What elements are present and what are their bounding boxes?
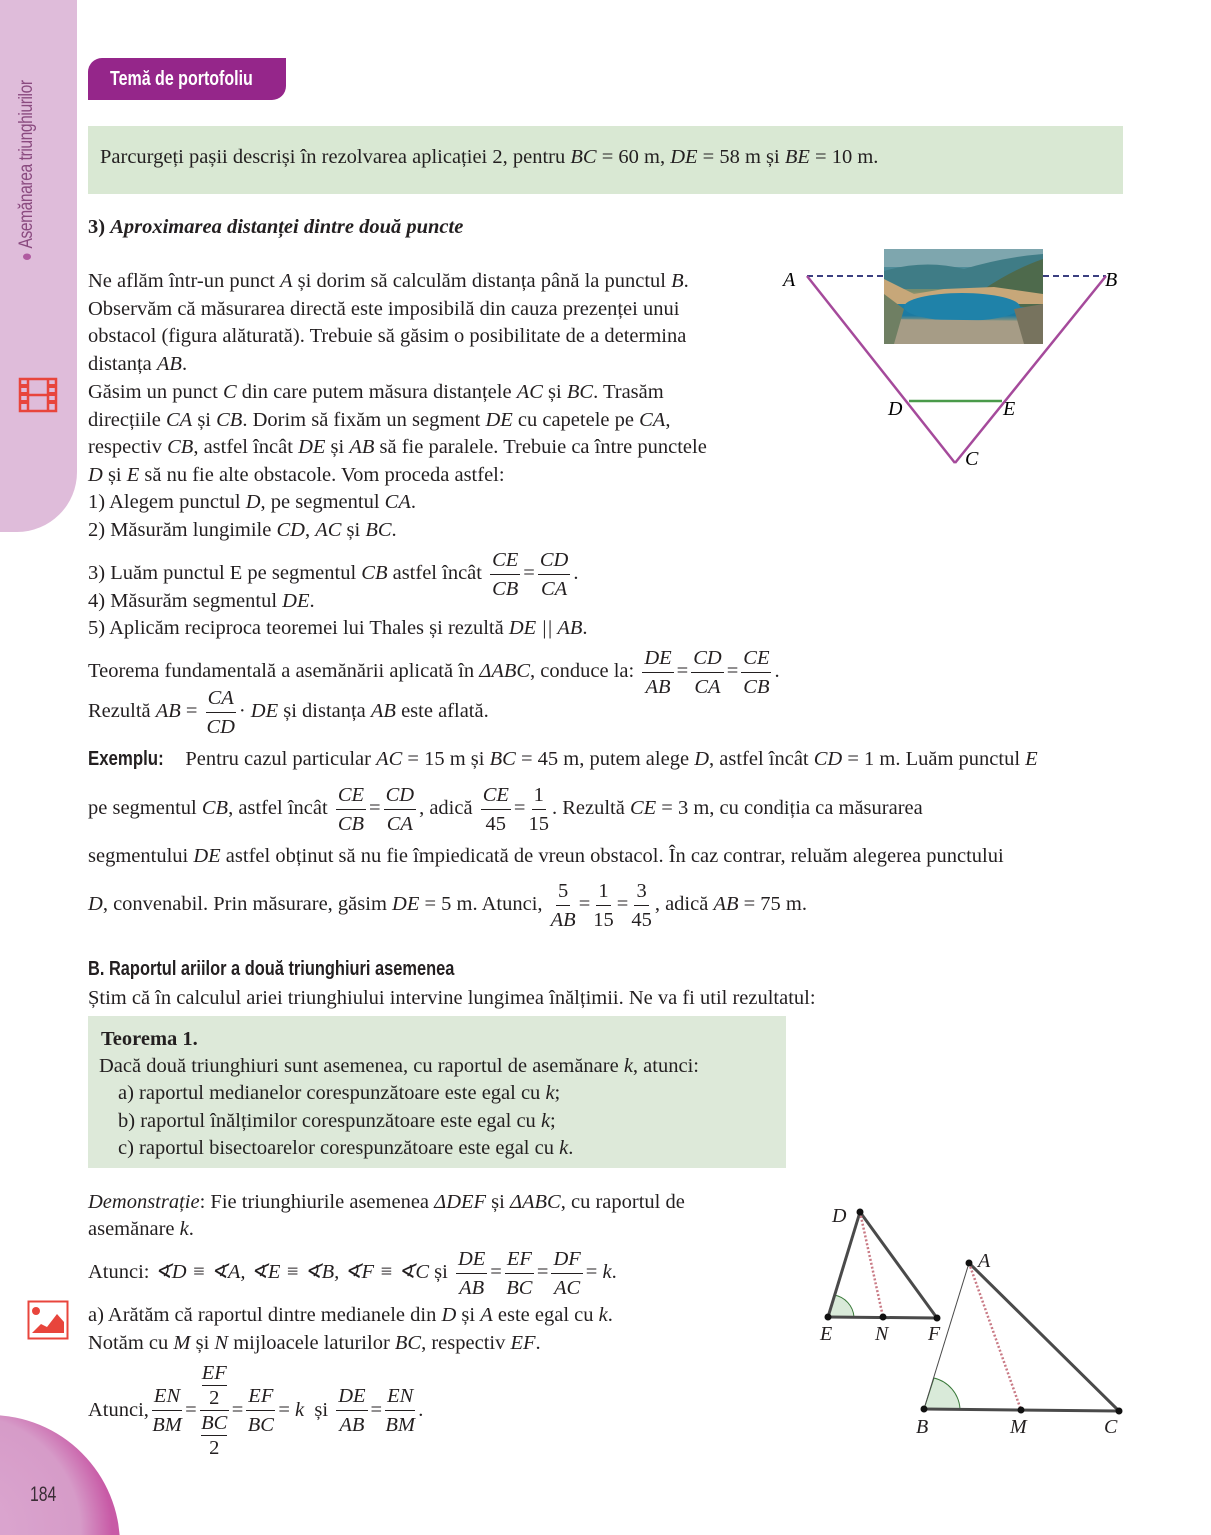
math: BE — [784, 146, 810, 168]
label-a: A — [783, 269, 796, 291]
math: ΔDEF — [434, 1191, 487, 1213]
point-e — [825, 1314, 832, 1321]
chapter-title-text: Asemănarea triunghiurilor — [16, 80, 37, 249]
text: , cu raportul de — [560, 1191, 685, 1213]
text: . — [188, 1218, 194, 1240]
proof-line-5 — [88, 1330, 541, 1357]
text: din care putem măsura distanțele — [236, 381, 517, 403]
text: Ne aflăm într-un punct — [88, 270, 280, 292]
math: D — [88, 464, 103, 486]
math: ΔABC — [479, 660, 531, 682]
math: BC — [394, 1332, 422, 1354]
denominator: BC — [247, 1413, 274, 1436]
math: AC — [516, 381, 543, 403]
text: , pe segmentul — [260, 491, 385, 513]
text: c) raportul bisectoarelor corespunzătoare este egal cu — [118, 1137, 560, 1159]
fundamental-theorem-line: Teorema fundamentală a asemănării aplicată în ΔABC, conduce la: $\frac{DE}{AB}$ = $\frac{CD}{CA}$ = $\frac{CE}{CB}$ . — [88, 643, 780, 701]
fraction — [593, 877, 614, 934]
numerator: 5 — [556, 877, 570, 906]
section-title: Aproximarea distanței dintre două puncte — [110, 216, 464, 238]
denominator: AB — [339, 1413, 365, 1436]
example-line-3 — [88, 843, 1004, 870]
numerator: EN — [385, 1382, 415, 1411]
denominator: 45 — [485, 812, 507, 835]
math: DE — [670, 146, 698, 168]
math: DE — [392, 893, 420, 915]
text: . — [309, 590, 315, 612]
math: ΔABC — [509, 1191, 561, 1213]
math: BC — [365, 519, 392, 541]
denominator: CA — [386, 812, 413, 835]
paragraph-line — [88, 379, 664, 406]
point-n — [880, 1314, 887, 1321]
text: Atunci: — [88, 1261, 155, 1283]
text: Teorema fundamentală a asemănării aplicată în — [88, 660, 480, 682]
segment-bc — [955, 276, 1106, 463]
text: Găsim un punct — [88, 381, 223, 403]
paragraph-line — [88, 351, 187, 378]
math: BC — [570, 146, 597, 168]
numerator: EF — [505, 1245, 534, 1274]
text: , conduce la: — [530, 660, 640, 682]
text: . Dorim să fixăm un segment — [242, 409, 486, 431]
text: . — [391, 519, 397, 541]
label-e: E — [1003, 398, 1016, 420]
numerator: CD — [384, 781, 416, 810]
text: = — [278, 1399, 296, 1421]
text: b) raportul înălțimilor corespunzătoare este egal cu — [118, 1110, 541, 1132]
numerator: CA — [206, 684, 236, 713]
math: DE — [485, 409, 513, 431]
text: și — [542, 381, 567, 403]
nested-numerator — [200, 1361, 229, 1411]
theorem-item-b — [118, 1108, 556, 1135]
text: distanța — [88, 353, 157, 375]
math: k — [602, 1261, 612, 1283]
text — [278, 1382, 333, 1438]
math: D — [88, 893, 103, 915]
text: Dacă două triunghiuri sunt asemenea, cu raportul de asemănare — [99, 1055, 624, 1077]
fraction — [551, 1245, 582, 1302]
text: = 58 m și — [697, 146, 785, 168]
text: , astfel încât — [228, 797, 333, 819]
label-c: C — [965, 448, 979, 470]
fraction — [246, 1382, 275, 1439]
text: = 60 m, — [596, 146, 671, 168]
numerator: CE — [336, 781, 366, 810]
label-d: D — [832, 1205, 847, 1227]
proof-line-6: Atunci, $\frac{EN}{BM}$ = $\frac{\frac{EF}{2}}{\frac{BC}{2}}$ = $\frac{EF}{BC}$ = k și $\frac{DE}{AB}$ = $\frac{EN}{BM}$ . — [88, 1361, 424, 1459]
text: . Trasăm — [593, 381, 664, 403]
text: = 3 m, cu condiția ca măsurarea — [656, 797, 923, 819]
film-icon[interactable] — [18, 375, 58, 415]
text: și — [341, 519, 366, 541]
text: Atunci, — [88, 1399, 149, 1421]
proof-line-4 — [88, 1302, 613, 1329]
numerator: EN — [152, 1382, 182, 1411]
math: AB — [156, 353, 182, 375]
text: . — [683, 270, 689, 292]
denominator: CD — [206, 715, 235, 738]
median-am — [969, 1263, 1021, 1410]
math: DE — [282, 590, 310, 612]
fraction — [741, 644, 771, 701]
math: DE || AB — [508, 617, 583, 639]
chapter-sidebar — [0, 0, 77, 532]
fraction — [691, 644, 723, 701]
text: cu capetele pe — [512, 409, 640, 431]
text: . — [611, 1261, 617, 1283]
text: și — [456, 1304, 481, 1326]
numerator: 3 — [634, 877, 648, 906]
fraction — [206, 684, 236, 741]
text: , — [665, 409, 671, 431]
point-f — [934, 1315, 941, 1322]
text: a) Arătăm că raportul dintre medianele din — [88, 1304, 442, 1326]
proof-line-3: Atunci: ∢D ≡ ∢A, ∢E ≡ ∢B, ∢F ≡ ∢C și $\frac{DE}{AB}$ = $\frac{EF}{BC}$ = $\frac{DF}{AC}$ = k. — [88, 1244, 617, 1302]
math: CB — [201, 797, 229, 819]
text: = 1 m. Luăm punctul — [842, 748, 1026, 770]
label-b: B — [1105, 269, 1118, 291]
portfolio-badge-label: Temă de portofoliu — [110, 67, 253, 90]
example-line-1 — [88, 745, 1038, 773]
numerator: EF — [201, 1361, 227, 1384]
math: CA — [384, 491, 411, 513]
math: AC — [376, 748, 403, 770]
text: obstacol (figura alăturată). Trebuie să găsim o posibilitate de a determina — [88, 325, 687, 347]
denominator: AB — [550, 908, 576, 931]
point-a — [966, 1260, 973, 1267]
math: CD — [276, 519, 305, 541]
denominator: BM — [152, 1413, 182, 1436]
fraction — [152, 1382, 182, 1439]
label-a: A — [978, 1250, 991, 1272]
text: , adică — [419, 797, 478, 819]
section-b-title: B. Raportul ariilor a două triunghiuri asemenea — [88, 958, 455, 980]
denominator: 2 — [209, 1436, 220, 1459]
text: și — [304, 1399, 334, 1421]
theorem-item-a — [118, 1080, 560, 1107]
math: DE — [298, 436, 326, 458]
denominator: CB — [337, 812, 365, 835]
fraction — [336, 1382, 367, 1439]
denominator: 15 — [528, 812, 549, 835]
portfolio-badge — [88, 58, 286, 100]
bullet-dot — [23, 253, 31, 260]
paragraph-line — [88, 517, 397, 544]
denominator: 45 — [631, 908, 652, 931]
text: , astfel încât — [193, 436, 299, 458]
text: și dorim să calculăm distanța până la punctul — [292, 270, 672, 292]
fraction — [642, 644, 673, 701]
text: 5) Aplicăm reciproca teoremei lui Thales și rezultă — [88, 617, 509, 639]
proof-line-1 — [88, 1189, 685, 1216]
proof-label: Demonstrație — [88, 1191, 200, 1213]
math: D — [694, 748, 709, 770]
text: 4) Măsurăm segmentul — [88, 590, 283, 612]
math: D — [245, 491, 261, 513]
text: Observăm că măsurarea directă este imposibilă din cauza prezenței unui — [88, 298, 680, 320]
text: : Fie triunghiurile asemenea — [199, 1191, 435, 1213]
paragraph-line — [88, 407, 670, 434]
math: k — [623, 1055, 633, 1077]
math: AB — [155, 700, 181, 722]
text: , respectiv — [421, 1332, 511, 1354]
text: 3) Luăm punctul E pe segmentul — [88, 562, 362, 584]
math: AB — [349, 436, 375, 458]
text: Rezultă — [88, 700, 156, 722]
math: CB — [361, 562, 388, 584]
text: Notăm cu — [88, 1332, 174, 1354]
image-icon[interactable] — [27, 1300, 69, 1340]
text: , convenabil. Prin măsurare, găsim — [102, 893, 393, 915]
numerator: DE — [642, 644, 673, 673]
angle-b-arc — [924, 1378, 960, 1409]
text: . — [568, 1137, 574, 1159]
similar-triangles-figure — [810, 1195, 1140, 1445]
theorem-statement — [99, 1053, 699, 1080]
text: a) raportul medianelor corespunzătoare este egal cu — [118, 1082, 546, 1104]
text: respectiv — [88, 436, 168, 458]
text: , atunci: — [632, 1055, 699, 1077]
text: este egal cu — [492, 1304, 599, 1326]
section-number: 3) — [88, 216, 106, 238]
denominator: BM — [385, 1413, 415, 1436]
step-3: 3) Luăm punctul E pe segmentul CB astfel încât $\frac{CE}{CB}$ = $\frac{CD}{CA}$ . — [88, 545, 578, 603]
math: CA — [165, 409, 193, 431]
text: = 10 m. — [809, 146, 879, 168]
text: = 5 m. Atunci, — [419, 893, 548, 915]
text: . — [535, 1332, 541, 1354]
text: Pentru cazul particular — [180, 748, 377, 770]
side-df — [860, 1212, 937, 1318]
text: 2) Măsurăm lungimile — [88, 519, 277, 541]
text: . — [582, 617, 588, 639]
math: k — [540, 1110, 551, 1132]
text: direcțiile — [88, 409, 166, 431]
label-f: F — [928, 1323, 941, 1345]
fraction — [385, 1382, 415, 1439]
math: k — [179, 1218, 189, 1240]
paragraph-line — [88, 489, 416, 516]
segment-ac — [807, 276, 955, 463]
math: CA — [639, 409, 666, 431]
step-4 — [88, 588, 315, 615]
denominator: AB — [645, 675, 671, 698]
text: . — [181, 353, 188, 375]
math: DE — [193, 845, 221, 867]
numerator: CE — [481, 781, 511, 810]
paragraph-line — [88, 323, 686, 350]
math: D — [441, 1304, 457, 1326]
section-b-intro: Știm că în calculul ariei triunghiului intervine lungimea înălțimii. Ne va fi util rezultatul: — [88, 987, 816, 1009]
text: = 15 m și — [402, 748, 490, 770]
text: . — [607, 1304, 613, 1326]
text: . — [410, 491, 416, 513]
math: M — [173, 1332, 191, 1354]
fraction — [551, 877, 576, 934]
text: = — [180, 700, 203, 722]
fraction — [631, 877, 652, 934]
text: . Rezultă — [551, 797, 630, 819]
text: să nu fie alte obstacole. Vom proceda astfel: — [139, 464, 505, 486]
paragraph-line — [88, 434, 707, 461]
math: A — [280, 270, 293, 292]
theorem-title: Teorema 1. — [101, 1028, 198, 1050]
point-m — [1018, 1407, 1025, 1414]
paragraph-line — [88, 462, 505, 489]
text: = — [585, 1261, 603, 1283]
chapter-title — [16, 80, 38, 260]
numerator: 1 — [532, 781, 546, 810]
fraction — [384, 781, 416, 838]
proof-line-2 — [88, 1216, 194, 1243]
label-n: N — [875, 1323, 889, 1345]
text: segmentului — [88, 845, 194, 867]
numerator: CD — [691, 644, 723, 673]
math: BC — [489, 748, 516, 770]
label-c: C — [1104, 1416, 1118, 1438]
result-line — [88, 683, 489, 741]
math: C — [222, 381, 237, 403]
math: k — [545, 1082, 555, 1104]
math: E — [1025, 748, 1038, 770]
math: AB — [713, 893, 739, 915]
denominator: BC — [506, 1276, 533, 1299]
math: CD — [813, 748, 843, 770]
text: și — [486, 1191, 510, 1213]
side-ac — [969, 1263, 1119, 1411]
math: BC — [566, 381, 594, 403]
math: CB — [216, 409, 243, 431]
fraction — [505, 1245, 534, 1302]
example-line-4: D, convenabil. Prin măsurare, găsim DE = 5 m. Atunci, $\frac{5}{AB}$ = $\frac{1}{15}$ = $\frac{3}{45}$ , adică AB = 75 m. — [88, 876, 807, 934]
numerator: BC — [201, 1411, 228, 1434]
example-line-1-text — [180, 748, 1037, 770]
numerator: CD — [538, 546, 570, 575]
text: și — [192, 409, 217, 431]
text: = 45 m, putem alege — [515, 748, 695, 770]
theorem-item-c — [118, 1135, 573, 1162]
numerator: DE — [456, 1245, 487, 1274]
math: DE — [250, 700, 279, 722]
text: și distanța — [278, 700, 371, 722]
section-b-heading — [88, 956, 535, 983]
text: și — [102, 464, 127, 486]
text: ; — [550, 1110, 556, 1132]
fraction — [336, 781, 366, 838]
fraction — [538, 546, 570, 603]
text: · — [238, 700, 246, 722]
denominator: AB — [459, 1276, 485, 1299]
point-c — [1116, 1408, 1123, 1415]
denominator: CB — [492, 577, 519, 600]
math: AC — [315, 519, 342, 541]
text: ; — [554, 1082, 561, 1104]
text: pe segmentul — [88, 797, 202, 819]
text: și — [190, 1332, 215, 1354]
text: Parcurgeți pașii descriși în rezolvarea aplicației 2, pentru — [100, 146, 571, 168]
text: , — [304, 519, 316, 541]
numerator: DE — [336, 1382, 367, 1411]
math: k — [598, 1304, 608, 1326]
label-m: M — [1010, 1416, 1027, 1438]
nested-denominator — [201, 1411, 227, 1460]
paragraph-line — [88, 296, 679, 323]
math: AB — [370, 700, 396, 722]
fraction — [456, 1245, 487, 1302]
numerator: DF — [551, 1245, 582, 1274]
fraction — [481, 781, 511, 838]
denominator: CA — [694, 675, 721, 698]
distance-figure — [780, 245, 1140, 475]
paragraph-line — [88, 268, 689, 295]
math: k — [559, 1137, 569, 1159]
label-b: B — [916, 1416, 929, 1438]
math: ∢D ≡ ∢A, ∢E ≡ ∢B, ∢F ≡ ∢C — [154, 1261, 430, 1283]
text: este aflată. — [395, 700, 489, 722]
denominator: CB — [743, 675, 770, 698]
nested-fraction — [200, 1361, 229, 1460]
math: EF — [510, 1332, 536, 1354]
text: asemănare — [88, 1218, 180, 1240]
label-d: D — [888, 398, 903, 420]
numerator: CE — [741, 644, 771, 673]
fraction — [528, 781, 549, 838]
label-e: E — [820, 1323, 833, 1345]
text: și — [325, 436, 350, 458]
numerator: EF — [246, 1382, 275, 1411]
text: 1) Alegem punctul — [88, 491, 246, 513]
portfolio-task-text — [100, 146, 1111, 169]
denominator: AC — [554, 1276, 581, 1299]
theorem-box — [88, 1016, 786, 1168]
point-d — [857, 1209, 864, 1216]
text: , astfel încât — [709, 748, 814, 770]
numerator: 1 — [596, 877, 610, 906]
text: , adică — [654, 893, 714, 915]
math: k — [295, 1399, 305, 1421]
math: B — [671, 270, 684, 292]
math: A — [480, 1304, 493, 1326]
point-b — [921, 1406, 928, 1413]
numerator: CE — [490, 546, 520, 575]
fraction — [490, 546, 520, 603]
portfolio-task-box — [88, 126, 1123, 194]
text: astfel obținut să nu fie împiedicată de vreun obstacol. În caz contrar, reluăm alegerea punctului — [220, 845, 1004, 867]
section-3-heading — [88, 214, 463, 241]
denominator: 15 — [593, 908, 614, 931]
math: N — [214, 1332, 229, 1354]
page-number: 184 — [30, 1483, 57, 1506]
text: astfel încât — [387, 562, 488, 584]
text: să fie paralele. Trebuie ca între punctele — [374, 436, 707, 458]
math: CE — [629, 797, 657, 819]
math: E — [126, 464, 140, 486]
text: mijloacele laturilor — [228, 1332, 395, 1354]
text: și — [429, 1261, 453, 1283]
denominator: 2 — [209, 1386, 220, 1409]
step-5 — [88, 615, 588, 642]
math: CB — [167, 436, 194, 458]
example-line-2: pe segmentul CB, astfel încât $\frac{CE}{CB}$ = $\frac{CD}{CA}$ , adică $\frac{CE}{45}$ = $\frac{1}{15}$ . Rezultă CE = 3 m, cu condiția ca măsurarea — [88, 780, 923, 838]
denominator: CA — [541, 577, 568, 600]
text: = 75 m. — [738, 893, 807, 915]
example-label: Exemplu: — [88, 747, 164, 770]
